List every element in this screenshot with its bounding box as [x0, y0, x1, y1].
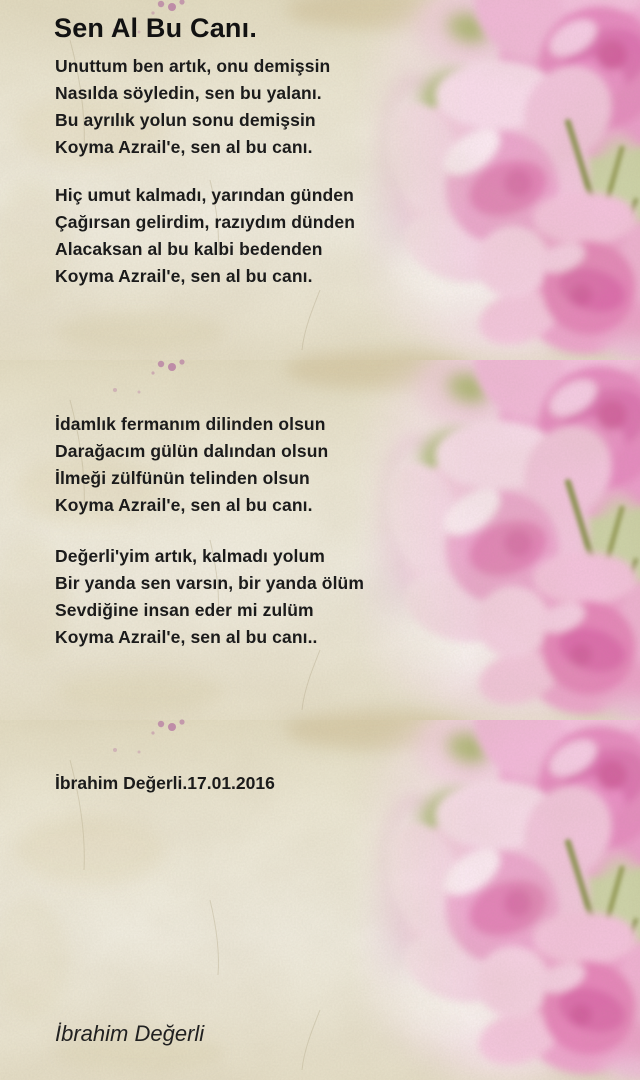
poem-line: Darağacım gülün dalından olsun — [55, 441, 329, 461]
stanza-3 — [55, 411, 328, 519]
stanza-4 — [55, 543, 364, 651]
poem-line: Çağırsan gelirdim, razıydım dünden — [55, 212, 355, 232]
poem-line: Unuttum ben artık, onu demişsin — [55, 56, 331, 76]
poem-line: Koyma Azrail'e, sen al bu canı. — [55, 266, 313, 286]
poem-line: Hiç umut kalmadı, yarından günden — [55, 185, 354, 205]
poem-line: Koyma Azrail'e, sen al bu canı. — [55, 137, 313, 157]
poem-line: Koyma Azrail'e, sen al bu canı.. — [55, 627, 318, 647]
author-signature: İbrahim Değerli — [55, 1021, 205, 1046]
stanza-2 — [55, 182, 355, 290]
poem-line: Nasılda söyledin, sen bu yalanı. — [55, 83, 322, 103]
poem-line: Bir yanda sen varsın, bir yanda ölüm — [55, 573, 364, 593]
poem-line: Alacaksan al bu kalbi bedenden — [55, 239, 323, 259]
stanza-1 — [55, 53, 330, 161]
poem-line: Koyma Azrail'e, sen al bu canı. — [55, 495, 313, 515]
poem-line: Sevdiğine insan eder mi zulüm — [55, 600, 314, 620]
poem-title: Sen Al Bu Canı. — [54, 13, 258, 43]
poem-line: Değerli'yim artık, kalmadı yolum — [55, 546, 325, 566]
poem-line: Bu ayrılık yolun sonu demişsin — [55, 110, 316, 130]
poem-line: İlmeği zülfünün telinden olsun — [55, 468, 310, 488]
poem-line: İdamlık fermanım dilinden olsun — [55, 414, 326, 434]
poem-attribution: İbrahim Değerli.17.01.2016 — [55, 773, 275, 793]
